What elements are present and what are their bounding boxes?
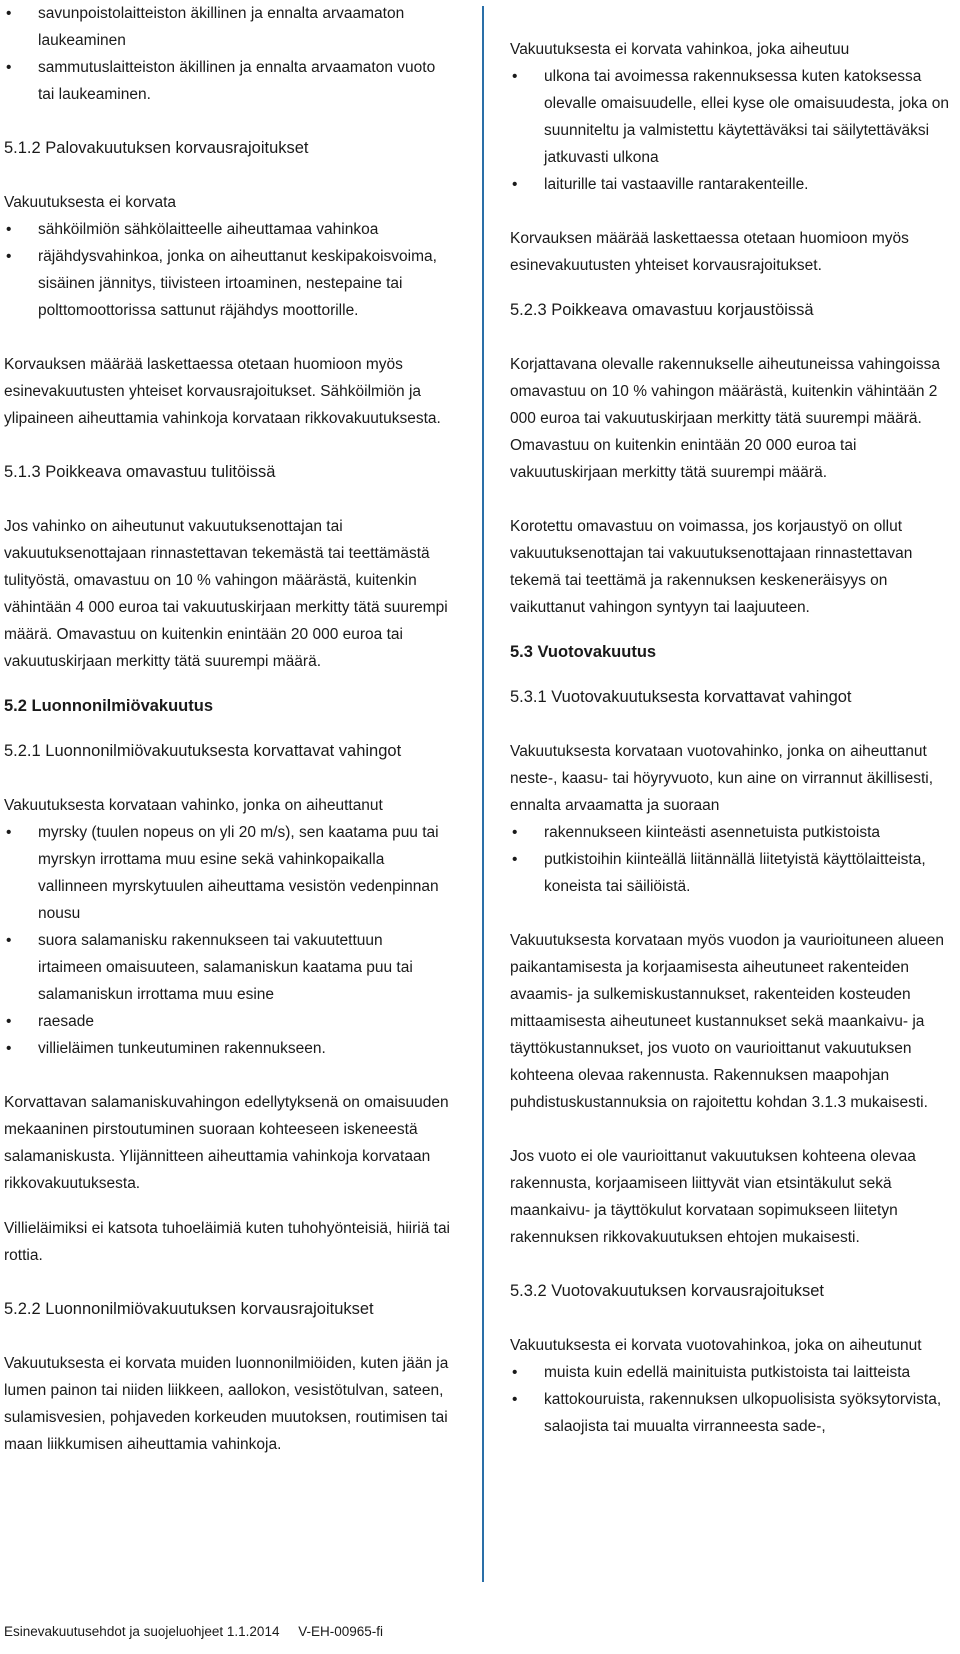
- paragraph: Jos vuoto ei ole vaurioittanut vakuutuksen kohteena olevaa rakennusta, korjaamiseen liittyvät vian etsintäkulut sekä maankaivu- ja täyttökulut korvataan sopimukseen liitetyn rakennuksen rikkovakuutuksen ehtojen mukaisesti.: [510, 1148, 916, 1246]
- paragraph: Vakuutuksesta ei korvata muiden luonnonilmiöiden, kuten jään ja lumen painon tai niiden liikkeen, aallokon, vesistötulvan, sateen, sulamisvesien, pohjaveden korkeuden muutoksen, routimisen tai maan liikkumisen aiheuttamia vahinkoja.: [4, 1355, 449, 1453]
- paragraph: Korotettu omavastuu on voimassa, jos korjaustyö on ollut vakuutuksenottajan tai vakuutuksenottajaan rinnastettavan tekemä tai teettämä ja rakennuksen keskeneräisyys on vaikuttanut vahingon syntyyn tai laajuuteen.: [510, 518, 913, 616]
- paragraph: Jos vahinko on aiheutunut vakuutuksenottajan tai vakuutuksenottajaan rinnastettavan tekemästä tai teettämästä tulityöstä, omavastuu on 10 % vahingon määrästä, kuitenkin vähintään 4 000 euroa tai vakuutuskirjaan merkitty tätä suurempi määrä. Omavastuu on kuitenkin enintään 20 000 euroa tai vakuutuskirjaan merkitty tätä suurempi määrä.: [4, 518, 448, 670]
- paragraph: Vakuutuksesta ei korvata vahinkoa, joka aiheutuu: [510, 41, 850, 58]
- paragraph: Korjattavana olevalle rakennukselle aiheutuneissa vahingoissa omavastuu on 10 % vahingon määrästä, kuitenkin vähintään 2 000 euroa tai vakuutuskirjaan merkitty tätä suurempi määrä. Omavastuu on kuitenkin enintään 20 000 euroa tai vakuutuskirjaan merkitty tätä suurempi määrä.: [510, 356, 940, 481]
- section-heading: 5.2.3 Poikkeava omavastuu korjaustöissä: [510, 301, 814, 319]
- section-heading: 5.3.2 Vuotovakuutuksen korvausrajoitukset: [510, 1282, 824, 1300]
- list-item: • laiturille tai vastaaville rantarakenteille.: [510, 171, 950, 198]
- bullet-list: [4, 216, 450, 324]
- left-column: [4, 0, 450, 1458]
- section-heading: 5.1.2 Palovakuutuksen korvausrajoitukset: [4, 139, 309, 157]
- list-item: • savunpoistolaitteiston äkillinen ja ennalta arvaamaton laukeaminen: [4, 0, 450, 54]
- list-item: • muista kuin edellä mainituista putkistoista tai laitteista: [510, 1359, 950, 1386]
- page-footer: [4, 1624, 383, 1639]
- list-item: • ulkona tai avoimessa rakennuksessa kuten katoksessa olevalle omaisuudelle, ellei kyse ole omaisuudesta, joka on suunniteltu ja valmistettu käytettäväksi tai säilytettäväksi jatkuvasti ulkona: [510, 63, 950, 171]
- footer-code: V-EH-00965-fi: [298, 1624, 384, 1639]
- paragraph: Villieläimiksi ei katsota tuhoeläimiä kuten tuhohyönteisiä, hiiriä tai rottia.: [4, 1220, 451, 1264]
- list-item: • rakennukseen kiinteästi asennetuista putkistoista: [510, 819, 950, 846]
- list-item: • räjähdysvahinkoa, jonka on aiheuttanut keskipakoisvoima, sisäinen jännitys, tiivisteen irtoaminen, nestepaine tai polttomoottorissa sattunut räjähdys moottorille.: [4, 243, 450, 324]
- section-heading: 5.2.2 Luonnonilmiövakuutuksen korvausrajoitukset: [4, 1300, 374, 1318]
- section-heading: 5.1.3 Poikkeava omavastuu tulitöissä: [4, 463, 276, 481]
- paragraph: Korvattavan salamaniskuvahingon edellytyksenä on omaisuuden mekaaninen pirstoutuminen suoraan kohteeseen iskeneestä salamaniskusta. Ylijännitteen aiheuttamia vahinkoja korvataan rikkovakuutuksesta.: [4, 1094, 449, 1192]
- paragraph: Vakuutuksesta korvataan myös vuodon ja vaurioituneen alueen paikantamisesta ja korjaamisesta aiheutuneet rakenteiden avaamis- ja sulkemiskustannukset, rakenteiden kosteuden mittaamisesta aiheutuneet kustannukset sekä maankaivu- ja täyttökustannukset, jos vuoto on vaurioittanut vakuutuksen kohteena olevaa rakennusta. Rakennuksen maapohjan puhdistuskustannuksia on rajoitettu kohdan 3.1.3 mukaisesti.: [510, 932, 944, 1111]
- list-item: • villieläimen tunkeutuminen rakennukseen.: [4, 1035, 450, 1062]
- paragraph: Vakuutuksesta korvataan vuotovahinko, jonka on aiheuttanut neste-, kaasu- tai höyryvuoto, kun aine on virrannut äkillisesti, ennalta arvaamatta ja suoraan: [510, 743, 934, 814]
- section-heading: 5.3.1 Vuotovakuutuksesta korvattavat vahingot: [510, 688, 852, 706]
- paragraph: Vakuutuksesta ei korvata vuotovahinkoa, joka on aiheutunut: [510, 1337, 922, 1354]
- chapter-heading: 5.3 Vuotovakuutus: [510, 643, 657, 661]
- footer-title: Esinevakuutusehdot ja suojeluohjeet 1.1.2014: [4, 1624, 280, 1639]
- list-item: • sähköilmiön sähkölaitteelle aiheuttamaa vahinkoa: [4, 216, 450, 243]
- list-item: • myrsky (tuulen nopeus on yli 20 m/s), sen kaatama puu tai myrskyn irrottama muu esine sekä vahinkopaikalla vallinneen myrskytuulen aiheuttama vesistön vedenpinnan nousu: [4, 819, 450, 927]
- bullet-list: [510, 1359, 950, 1440]
- list-item: • putkistoihin kiinteällä liitännällä liitetyistä käyttölaitteista, koneista tai säiliöistä.: [510, 846, 950, 900]
- paragraph: Korvauksen määrää laskettaessa otetaan huomioon myös esinevakuutusten yhteiset korvausrajoitukset. Sähköilmiön ja ylipaineen aiheuttamia vahinkoja korvataan rikkovakuutuksesta.: [4, 356, 441, 427]
- list-item: • raesade: [4, 1008, 450, 1035]
- paragraph: Vakuutuksesta korvataan vahinko, jonka on aiheuttanut: [4, 797, 383, 814]
- right-column: [510, 36, 950, 1440]
- list-item: • suora salamanisku rakennukseen tai vakuutettuun irtaimeen omaisuuteen, salamaniskun kaatama puu tai salamaniskun irrottama muu esine: [4, 927, 450, 1008]
- list-item: • sammutuslaitteiston äkillinen ja ennalta arvaamaton vuoto tai laukeaminen.: [4, 54, 450, 108]
- list-item: • kattokouruista, rakennuksen ulkopuolisista syöksytorvista, salaojista tai muualta virranneesta sade-,: [510, 1386, 950, 1440]
- column-divider: [482, 6, 484, 1582]
- paragraph: Vakuutuksesta ei korvata: [4, 194, 177, 211]
- bullet-list: [4, 0, 450, 108]
- section-heading: 5.2.1 Luonnonilmiövakuutuksesta korvattavat vahingot: [4, 742, 402, 760]
- bullet-list: [4, 819, 450, 1062]
- paragraph: Korvauksen määrää laskettaessa otetaan huomioon myös esinevakuutusten yhteiset korvausrajoitukset.: [510, 230, 909, 274]
- chapter-heading: 5.2 Luonnonilmiövakuutus: [4, 697, 214, 715]
- bullet-list: [510, 63, 950, 198]
- bullet-list: [510, 819, 950, 900]
